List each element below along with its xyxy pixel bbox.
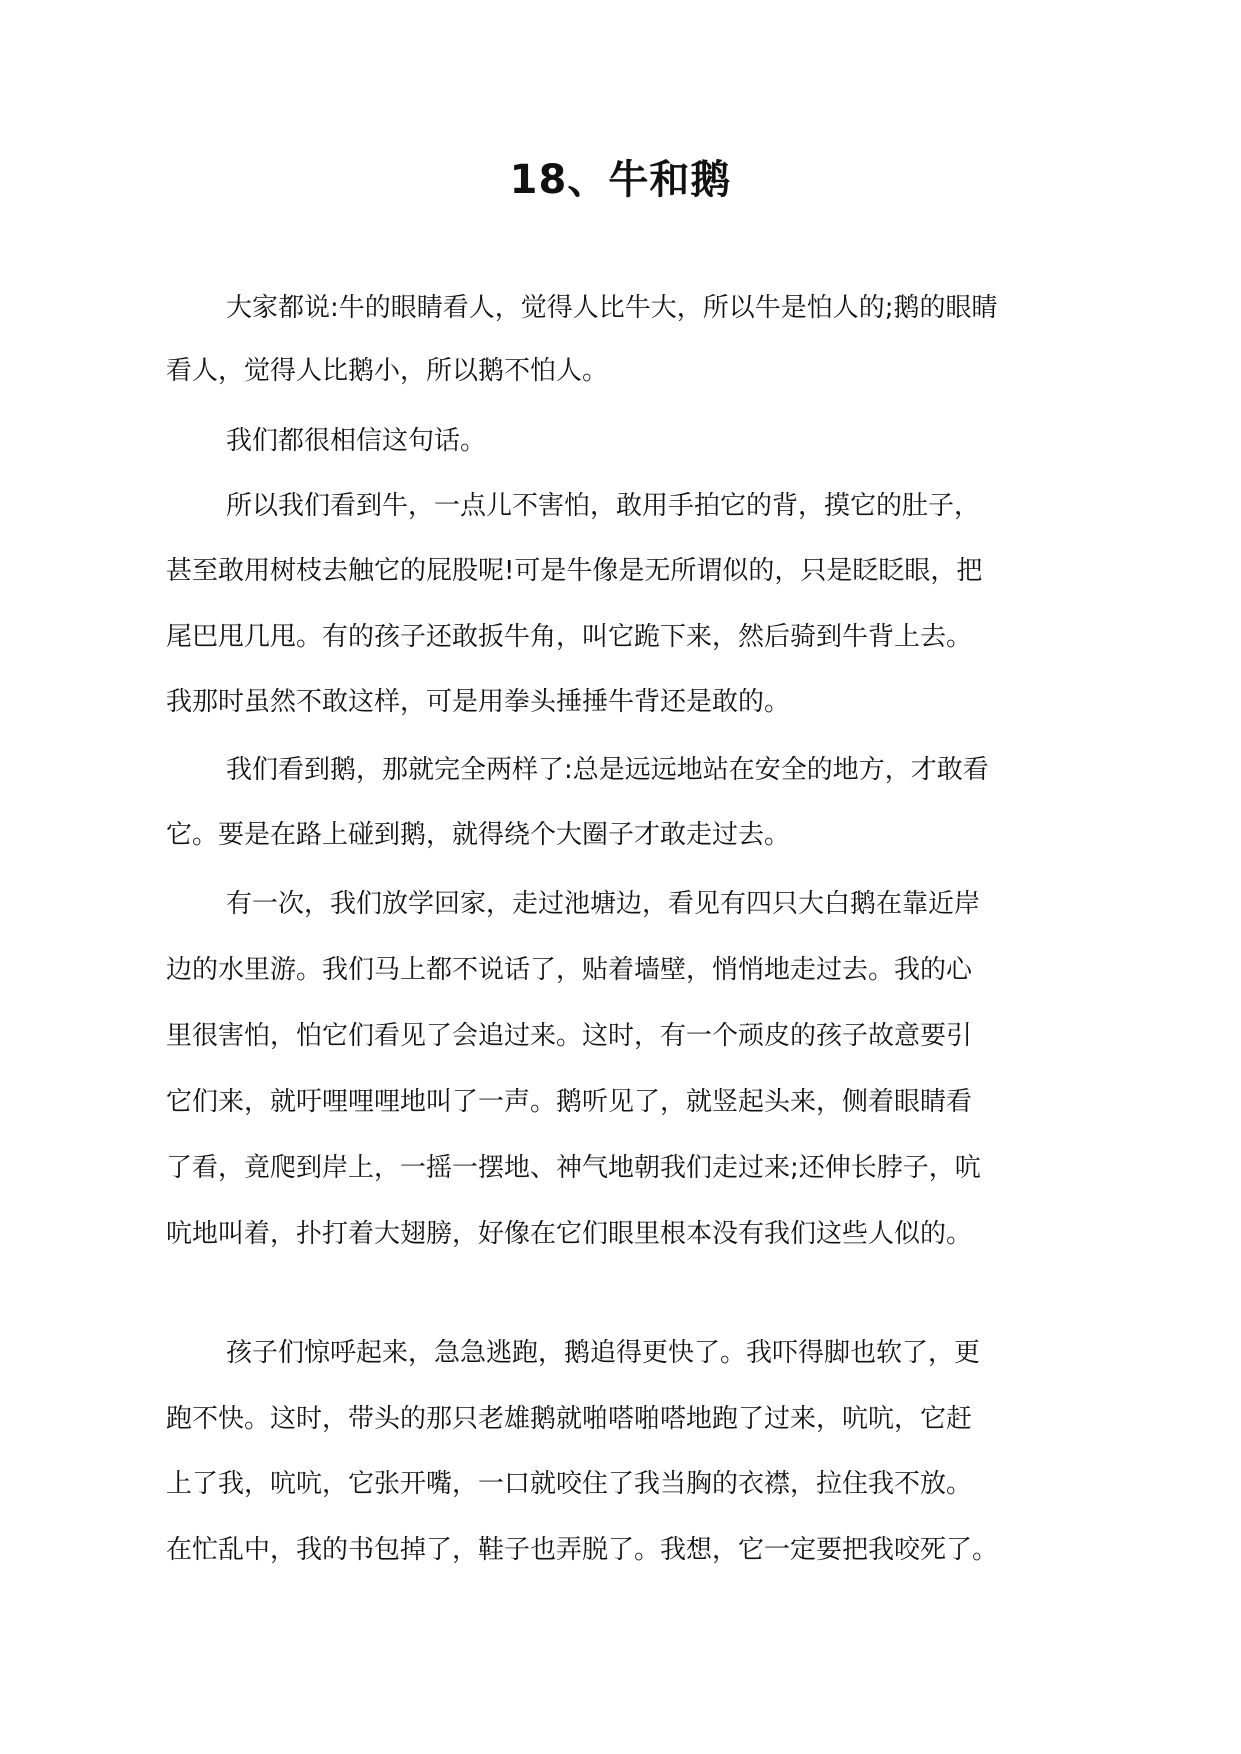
paragraph-line: 大家都说:牛的眼睛看人，觉得人比牛大，所以牛是怕人的;鹅的眼睛 <box>226 293 998 323</box>
paragraph-line: 我们看到鹅，那就完全两样了:总是远远地站在安全的地方，才敢看 <box>226 755 989 785</box>
paragraph-line: 甚至敢用树枝去触它的屁股呢!可是牛像是无所谓似的，只是眨眨眼，把 <box>166 556 983 586</box>
paragraph-line: 我那时虽然不敢这样，可是用拳头捶捶牛背还是敢的。 <box>166 687 791 717</box>
paragraph-line: 所以我们看到牛，一点儿不害怕，敢用手拍它的背，摸它的肚子， <box>226 491 981 521</box>
paragraph-line: 它。要是在路上碰到鹅，就得绕个大圈子才敢走过去。 <box>166 820 791 850</box>
paragraph-line: 看人，觉得人比鹅小，所以鹅不怕人。 <box>166 356 609 386</box>
paragraph-line: 边的水里游。我们马上都不说话了，贴着墙壁，悄悄地走过去。我的心 <box>166 955 973 985</box>
paragraph-line: 吭地叫着，扑打着大翅膀，好像在它们眼里根本没有我们这些人似的。 <box>166 1219 973 1249</box>
paragraph-line: 在忙乱中，我的书包掉了，鞋子也弄脱了。我想，它一定要把我咬死了。 <box>166 1535 999 1565</box>
paragraph-line: 上了我，吭吭，它张开嘴，一口就咬住了我当胸的衣襟，拉住我不放。 <box>166 1469 973 1499</box>
page-title: 18、牛和鹅 <box>509 157 732 203</box>
paragraph-line: 它们来，就吁哩哩哩地叫了一声。鹅听见了，就竖起头来，侧着眼睛看 <box>166 1087 973 1117</box>
paragraph-line: 我们都很相信这句话。 <box>226 426 487 456</box>
paragraph-line: 跑不快。这时，带头的那只老雄鹅就啪嗒啪嗒地跑了过来，吭吭，它赶 <box>166 1404 973 1434</box>
paragraph-line: 有一次，我们放学回家，走过池塘边，看见有四只大白鹅在靠近岸 <box>226 889 981 919</box>
paragraph-line: 尾巴甩几甩。有的孩子还敢扳牛角，叫它跪下来，然后骑到牛背上去。 <box>166 622 973 652</box>
paragraph-line: 了看，竟爬到岸上，一摇一摆地、神气地朝我们走过来;还伸长脖子，吭 <box>166 1153 981 1183</box>
paragraph-line: 孩子们惊呼起来，急急逃跑，鹅追得更快了。我吓得脚也软了，更 <box>226 1338 981 1368</box>
paragraph-line: 里很害怕，怕它们看见了会追过来。这时，有一个顽皮的孩子故意要引 <box>166 1021 973 1051</box>
